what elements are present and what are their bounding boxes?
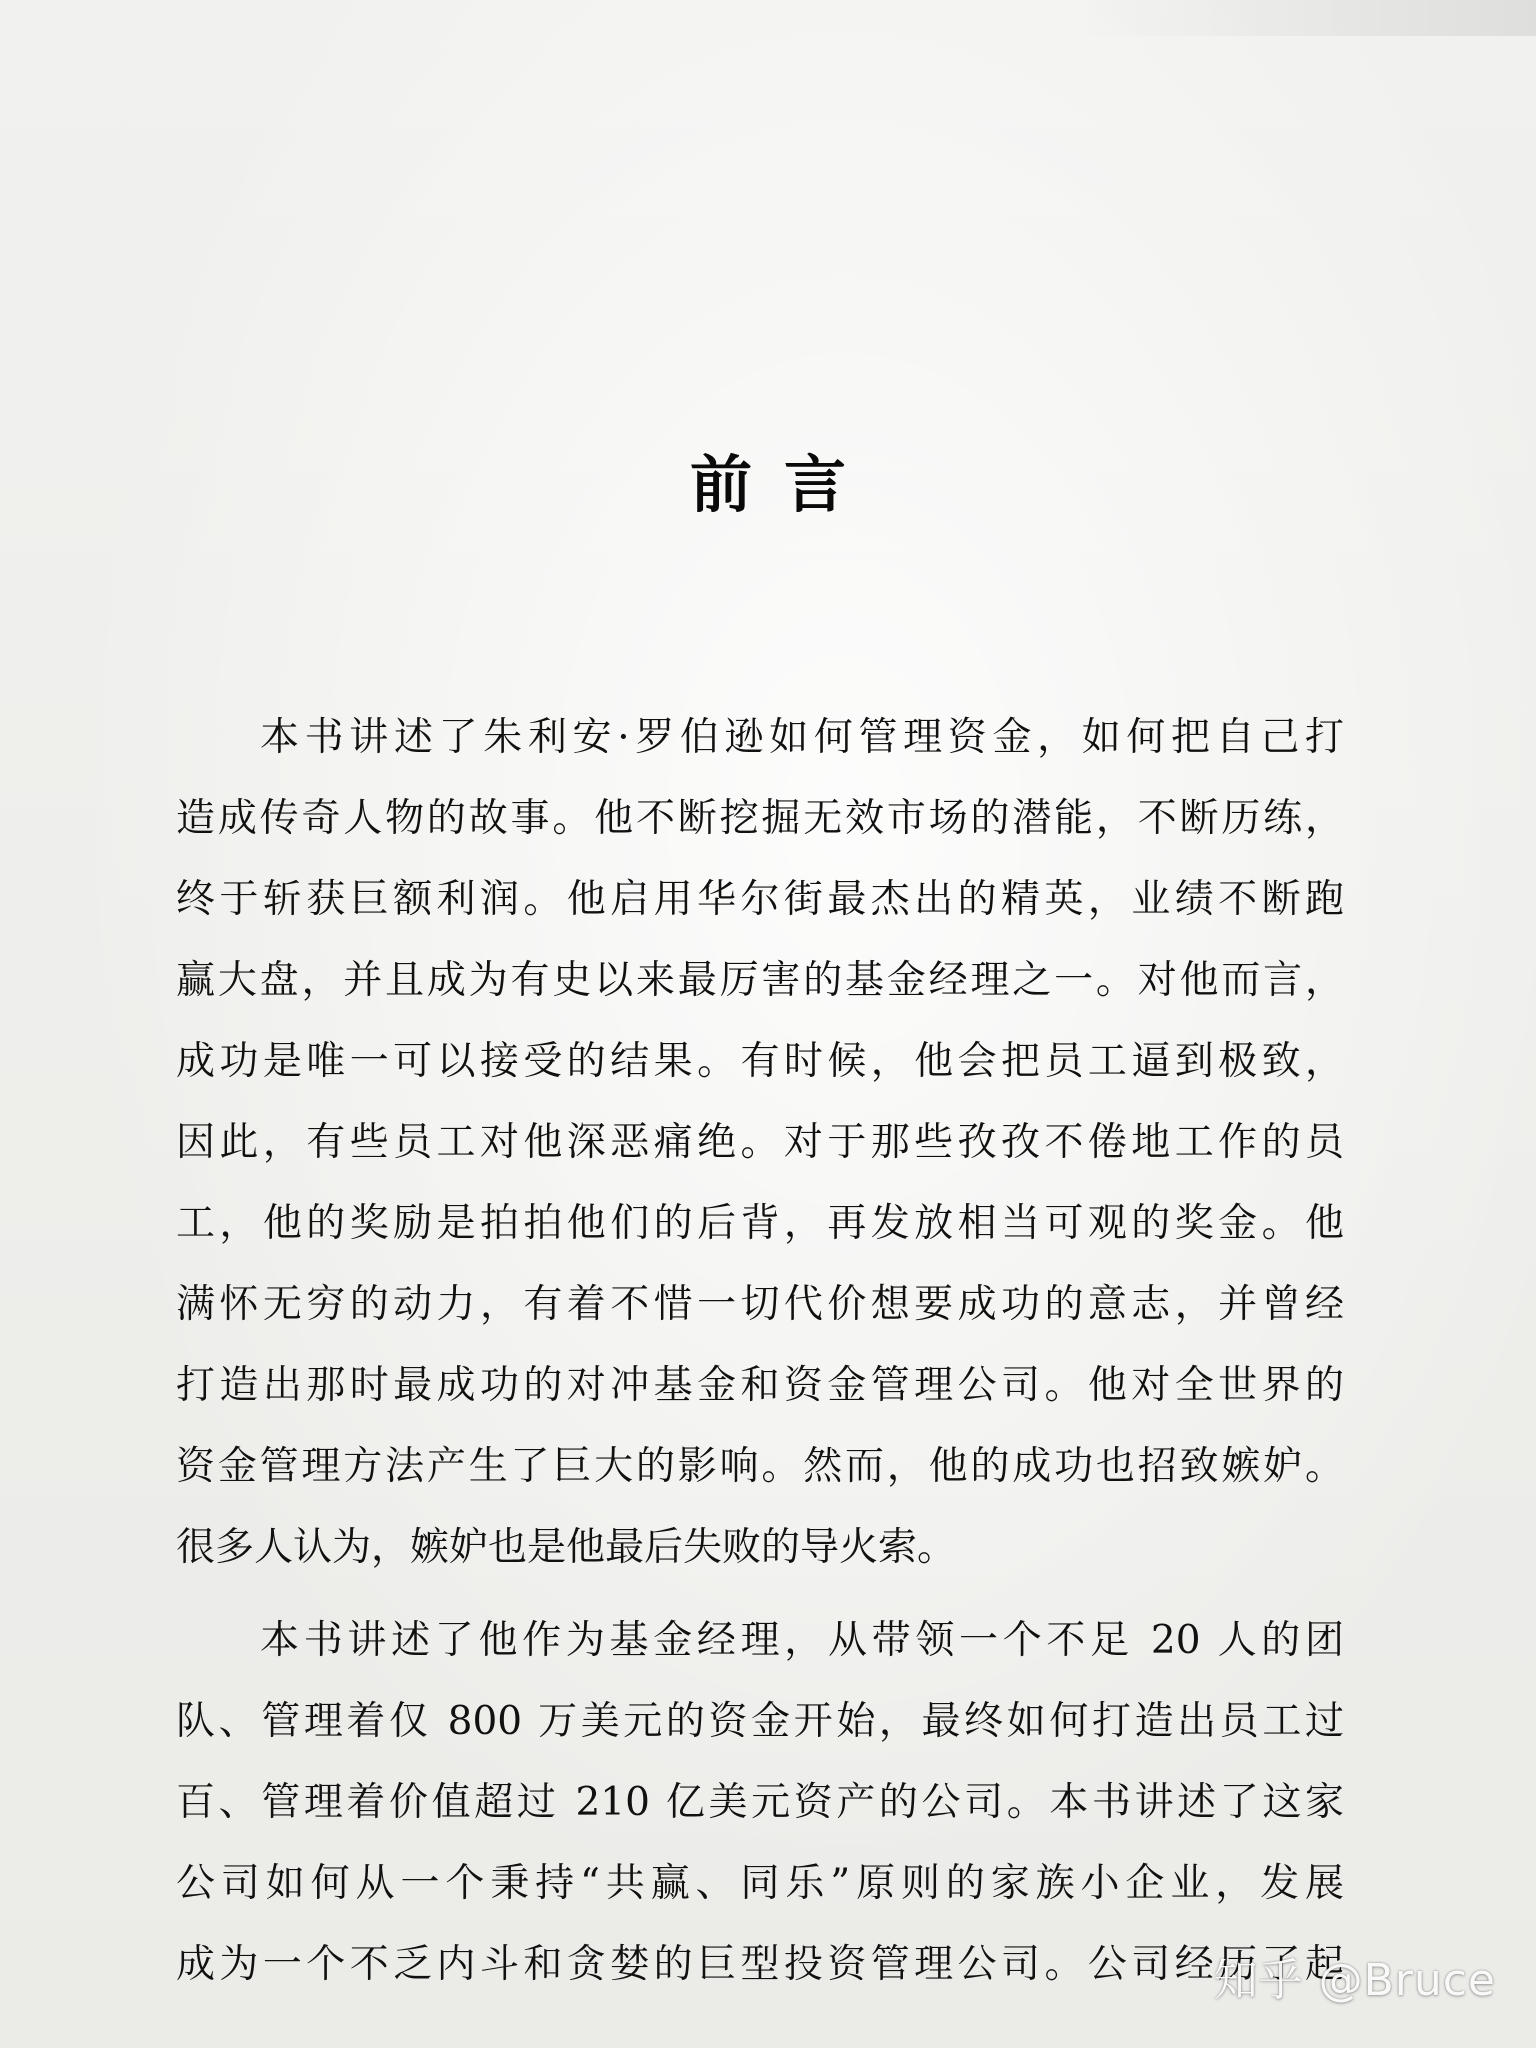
- text-line: 造成传奇人物的故事。他不断挖掘无效市场的潜能，不断历练，: [176, 796, 1344, 841]
- chapter-title: 前言: [689, 448, 878, 521]
- text-line: 队、管理着仅 800 万美元的资金开始，最终如何打造出员工过: [176, 1699, 1344, 1744]
- text-line: 公司如何从一个秉持“共赢、同乐”原则的家族小企业，发展: [176, 1861, 1344, 1906]
- text-line: 成为一个不乏内斗和贪婪的巨型投资管理公司。公司经历了起: [176, 1942, 1344, 1987]
- text-line: 本书讲述了朱利安·罗伯逊如何管理资金，如何把自己打: [260, 715, 1344, 760]
- text-line: 赢大盘，并且成为有史以来最厉害的基金经理之一。对他而言，: [176, 958, 1344, 1003]
- text-line: 成功是唯一可以接受的结果。有时候，他会把员工逼到极致，: [176, 1039, 1344, 1084]
- paragraph-gap: [176, 1588, 1344, 1600]
- text-line: 满怀无穷的动力，有着不惜一切代价想要成功的意志，并曾经: [176, 1282, 1344, 1327]
- text-line: 本书讲述了他作为基金经理，从带领一个不足 20 人的团: [260, 1618, 1344, 1663]
- text-line: 资金管理方法产生了巨大的影响。然而，他的成功也招致嫉妒。: [176, 1444, 1344, 1489]
- page-edge-shadow: [1076, 0, 1536, 36]
- text-line: 因此，有些员工对他深恶痛绝。对于那些孜孜不倦地工作的员: [176, 1120, 1344, 1165]
- text-line: 工，他的奖励是拍拍他们的后背，再发放相当可观的奖金。他: [176, 1201, 1344, 1246]
- text-line: 很多人认为，嫉妒也是他最后失败的导火索。: [176, 1525, 957, 1570]
- body-text: [176, 697, 1344, 2005]
- text-line: 打造出那时最成功的对冲基金和资金管理公司。他对全世界的: [176, 1363, 1344, 1408]
- watermark: 知乎 @Bruce: [1213, 1955, 1496, 2006]
- text-line: 终于斩获巨额利润。他启用华尔街最杰出的精英，业绩不断跑: [176, 877, 1344, 922]
- text-line: 百、管理着价值超过 210 亿美元资产的公司。本书讲述了这家: [176, 1780, 1344, 1825]
